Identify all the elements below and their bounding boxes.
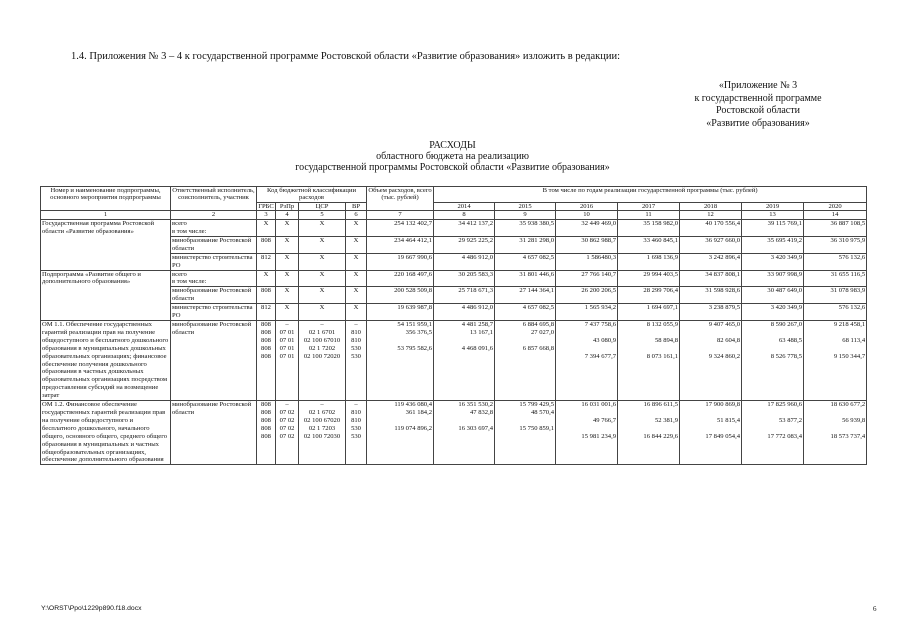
program-name: Государственная программа Ростовской области «Развитие образования»: [41, 220, 171, 270]
rzpr-cell: X: [276, 253, 299, 270]
rzpr-value: 07 01: [279, 329, 295, 336]
table-row: [41, 401, 867, 465]
year-cell: 34 412 137,2: [434, 220, 495, 237]
executor-all: всего: [172, 270, 187, 278]
measure-name: ОМ 1.2. Финансовое обеспечение государственных гарантий реализации прав на получение общедоступного и бесплатного дошкольного, начального общего, основного общего, среднего общего образования в муниципальных и частных общеобразовательных организациях, обеспечение дополнительного образования: [41, 401, 171, 465]
rzpr-value: 07 01: [279, 345, 295, 352]
year-value: [681, 329, 740, 337]
year-value: 52 381,9: [654, 417, 679, 425]
grbs-cell: 808: [257, 287, 276, 304]
vr-value: 530: [351, 425, 361, 433]
csr-value: 02 1 6701: [308, 329, 336, 336]
year-value: 4 481 258,7: [461, 321, 494, 328]
year-value: 68 113,4: [842, 337, 866, 344]
volume-cell: 234 464 412,1: [367, 236, 434, 253]
year-cell: 36 927 660,0: [680, 236, 742, 253]
year-cell: 30 205 583,3: [434, 270, 495, 287]
grbs-value: 808: [261, 409, 271, 417]
year-cell: [556, 401, 618, 465]
year-value: [496, 417, 554, 425]
year-cell: 36 310 975,9: [804, 236, 867, 253]
grbs-cell: 812: [257, 304, 276, 321]
year-cell: [495, 321, 556, 401]
rzpr-cell: [276, 401, 299, 465]
year-value: [805, 345, 865, 353]
year-value: 8 073 161,1: [646, 353, 679, 360]
title-line: государственной программы Ростовской области «Развитие образования»: [295, 162, 610, 174]
header-year: 2019: [742, 202, 804, 210]
grbs-value: 808: [261, 417, 271, 425]
year-cell: 31 281 298,0: [495, 236, 556, 253]
year-value: [619, 425, 678, 433]
column-number: 1: [41, 211, 171, 220]
column-number: 10: [556, 211, 618, 220]
year-cell: 36 887 108,5: [804, 220, 867, 237]
volume-cell: 19 667 990,6: [367, 253, 434, 270]
year-value: 27 027,0: [530, 329, 555, 336]
year-value: [743, 425, 802, 433]
column-number: 8: [434, 211, 495, 220]
year-value: [743, 345, 802, 353]
year-value: 6 884 695,8: [522, 321, 555, 328]
header-year: 2018: [680, 202, 742, 210]
vr-cell: X: [346, 304, 367, 321]
vr-value: 530: [351, 353, 361, 360]
year-cell: 31 801 446,6: [495, 270, 556, 287]
year-value: 15 799 429,5: [519, 401, 555, 409]
column-number: 2: [171, 211, 257, 220]
header-code: Код бюджетной классификации расходов: [257, 187, 367, 203]
year-value: 8 590 267,0: [770, 321, 803, 328]
document-title: [0, 140, 905, 174]
year-cell: 27 766 140,7: [556, 270, 618, 287]
grbs-cell: [257, 321, 276, 401]
vr-value: 810: [351, 329, 361, 336]
year-value: 17 772 083,4: [767, 433, 803, 441]
year-cell: [618, 321, 680, 401]
year-value: [557, 425, 616, 433]
year-cell: 1 565 934,2: [556, 304, 618, 321]
grbs-cell: 808: [257, 236, 276, 253]
executor-cell: минобразование Ростовской области: [171, 321, 257, 401]
header-volume: Объем расходов, всего (тыс. рублей): [367, 187, 434, 211]
rzpr-cell: [276, 321, 299, 401]
year-cell: 30 487 649,0: [742, 287, 804, 304]
executor-cell: минобразование Ростовской области: [171, 401, 257, 465]
year-value: [496, 353, 554, 361]
year-cell: 28 299 706,4: [618, 287, 680, 304]
column-number: 11: [618, 211, 680, 220]
rzpr-cell: X: [276, 304, 299, 321]
year-value: 15 981 234,9: [581, 433, 617, 441]
year-value: 16 303 697,4: [458, 425, 494, 433]
vr-cell: [346, 401, 367, 465]
volume-value: 361 184,2: [405, 409, 433, 417]
year-value: [681, 409, 740, 417]
volume-value: 53 795 582,6: [397, 345, 433, 352]
year-value: 18 630 677,2: [830, 401, 866, 409]
volume-value: 119 436 080,4: [394, 401, 433, 409]
year-value: [619, 409, 678, 417]
csr-value: –: [320, 321, 324, 328]
year-cell: [804, 321, 867, 401]
year-value: 16 031 001,6: [581, 401, 617, 409]
year-cell: [556, 321, 618, 401]
column-number: 5: [299, 211, 346, 220]
year-value: 51 815,4: [716, 417, 741, 425]
grbs-value: 808: [261, 345, 271, 352]
header-year: 2016: [556, 202, 618, 210]
header-year: 2020: [804, 202, 867, 210]
year-value: 82 604,8: [716, 337, 741, 344]
csr-cell: [299, 401, 346, 465]
year-value: [619, 329, 678, 337]
header-name: Номер и наименование подпрограммы, основного мероприятия подпрограммы: [41, 187, 171, 211]
grbs-value: 808: [261, 337, 271, 344]
executor-cell: минобразование Ростовской области: [171, 236, 257, 253]
year-cell: 3 242 896,4: [680, 253, 742, 270]
year-cell: [434, 321, 495, 401]
year-cell: 4 486 912,0: [434, 253, 495, 270]
csr-value: 02 1 6702: [308, 409, 336, 417]
csr-cell: X: [299, 270, 346, 287]
rzpr-cell: X: [276, 220, 299, 237]
year-cell: 33 460 845,1: [618, 236, 680, 253]
year-cell: [495, 401, 556, 465]
appendix-line: «Развитие образования»: [706, 117, 810, 129]
rzpr-value: 07 01: [279, 337, 295, 344]
year-cell: 4 486 912,0: [434, 304, 495, 321]
vr-value: 810: [351, 417, 361, 425]
page-number: 6: [873, 605, 877, 613]
year-cell: 29 925 225,2: [434, 236, 495, 253]
volume-cell: 19 639 987,8: [367, 304, 434, 321]
csr-value: 02 100 67010: [303, 337, 341, 344]
year-value: 47 832,8: [469, 409, 494, 417]
grbs-value: 808: [261, 321, 271, 328]
year-cell: 40 170 556,4: [680, 220, 742, 237]
rzpr-cell: X: [276, 287, 299, 304]
measure-name: ОМ 1.1. Обеспечение государственных гарантий реализации прав на получение общедоступного и бесплатного дошкольного образования в муниципальных дошкольных образовательных организациях; финансовое обеспечение получения дошкольного образования в частных дошкольных образовательных организациях посредством предоставления субсидий на возмещение затрат: [41, 321, 171, 401]
column-number: 6: [346, 211, 367, 220]
table-row: [41, 270, 867, 287]
year-value: 6 857 668,8: [522, 345, 555, 352]
rzpr-cell: X: [276, 270, 299, 287]
year-value: [805, 329, 865, 337]
vr-cell: X: [346, 253, 367, 270]
year-value: [681, 345, 740, 353]
year-cell: [680, 401, 742, 465]
year-cell: 34 837 808,1: [680, 270, 742, 287]
executor-cell: [171, 220, 257, 237]
grbs-value: 808: [261, 433, 271, 441]
year-cell: 25 718 671,3: [434, 287, 495, 304]
year-cell: 33 907 998,9: [742, 270, 804, 287]
year-cell: 32 449 469,0: [556, 220, 618, 237]
year-value: 56 939,8: [842, 417, 866, 425]
volume-cell: 220 168 497,6: [367, 270, 434, 287]
year-value: [805, 409, 865, 417]
header-year: 2015: [495, 202, 556, 210]
appendix-line: к государственной программе: [694, 92, 822, 104]
year-value: 18 573 737,4: [830, 433, 866, 441]
grbs-value: 808: [261, 425, 271, 433]
year-value: 17 900 869,8: [705, 401, 741, 409]
year-value: 7 394 677,7: [584, 353, 617, 360]
rzpr-value: 07 02: [279, 417, 295, 425]
column-number-row: [41, 211, 867, 220]
rzpr-value: 07 02: [279, 409, 295, 417]
volume-value: [368, 433, 432, 441]
header-vr: ВР: [346, 202, 367, 210]
volume-value: [368, 337, 432, 345]
csr-cell: X: [299, 220, 346, 237]
volume-value: 356 376,5: [405, 329, 433, 336]
year-cell: 31 078 983,9: [804, 287, 867, 304]
rzpr-value: 07 02: [279, 425, 295, 433]
year-value: 8 132 055,9: [646, 321, 679, 328]
column-number: 14: [804, 211, 867, 220]
year-cell: 3 420 349,9: [742, 253, 804, 270]
csr-value: –: [320, 401, 324, 409]
vr-value: 530: [351, 345, 361, 352]
year-value: [435, 337, 493, 345]
year-cell: [434, 401, 495, 465]
vr-value: –: [354, 321, 358, 328]
year-cell: 27 144 364,1: [495, 287, 556, 304]
header-year: 2014: [434, 202, 495, 210]
column-number: 3: [257, 211, 276, 220]
column-number: 12: [680, 211, 742, 220]
year-value: [496, 337, 554, 345]
grbs-value: 808: [261, 353, 271, 360]
volume-value: [368, 353, 432, 361]
appendix-line: «Приложение № 3: [718, 80, 798, 91]
vr-cell: [346, 321, 367, 401]
year-value: 17 849 054,4: [705, 433, 741, 441]
expenses-table: [40, 186, 867, 465]
column-number: 4: [276, 211, 299, 220]
subprogram-name: Подпрограмма «Развитие общего и дополнительного образования»: [41, 270, 171, 320]
grbs-cell: X: [257, 270, 276, 287]
year-cell: [618, 401, 680, 465]
year-cell: 4 657 082,5: [495, 304, 556, 321]
year-cell: 35 158 982,0: [618, 220, 680, 237]
year-cell: 3 420 349,9: [742, 304, 804, 321]
year-cell: 1 698 136,9: [618, 253, 680, 270]
year-value: [805, 425, 865, 433]
header-executor: Ответственный исполнитель, соисполнитель, участник: [171, 187, 257, 211]
year-value: 15 750 859,1: [519, 425, 555, 433]
year-value: [557, 329, 616, 337]
year-cell: 1 586480,3: [556, 253, 618, 270]
csr-cell: [299, 321, 346, 401]
csr-cell: X: [299, 304, 346, 321]
header-row: [41, 187, 867, 203]
title-line: областного бюджета на реализацию: [376, 151, 529, 163]
year-cell: 39 115 769,1: [742, 220, 804, 237]
year-cell: 31 598 928,6: [680, 287, 742, 304]
year-cell: 576 132,6: [804, 304, 867, 321]
rzpr-value: 07 02: [279, 433, 295, 441]
year-cell: 4 657 082,5: [495, 253, 556, 270]
footer-file-path: Y:\ORST\Ppo\1229p890.f18.docx: [41, 605, 142, 612]
table-row: [41, 220, 867, 237]
header-csr: ЦСР: [299, 202, 346, 210]
executor-cell: минобразование Ростовской области: [171, 287, 257, 304]
year-value: [557, 409, 616, 417]
year-value: 17 825 960,6: [767, 401, 803, 409]
title-line: РАСХОДЫ: [429, 140, 476, 151]
year-cell: 31 655 116,5: [804, 270, 867, 287]
year-cell: [742, 401, 804, 465]
year-value: [743, 329, 802, 337]
header-grbs: ГРБС: [258, 202, 274, 210]
year-cell: 29 994 403,5: [618, 270, 680, 287]
rzpr-value: –: [285, 321, 289, 328]
year-value: 16 844 229,6: [643, 433, 679, 441]
csr-value: 02 100 72020: [303, 353, 341, 360]
grbs-cell: [257, 401, 276, 465]
csr-value: 02 1 7202: [308, 345, 336, 352]
vr-value: 530: [351, 433, 361, 441]
column-number: 9: [495, 211, 556, 220]
year-value: 16 896 611,5: [643, 401, 679, 409]
executor-cell: министерство строительства РО: [171, 304, 257, 321]
year-value: [435, 433, 493, 441]
volume-value: [368, 417, 432, 425]
year-cell: [804, 401, 867, 465]
appendix-header: [663, 80, 853, 130]
csr-value: 02 100 72030: [303, 433, 341, 441]
vr-value: 810: [351, 409, 361, 417]
volume-cell: 254 132 402,7: [367, 220, 434, 237]
year-value: [496, 433, 554, 441]
year-cell: 30 862 988,7: [556, 236, 618, 253]
csr-value: 02 1 7203: [308, 425, 336, 433]
rzpr-value: 07 01: [279, 353, 295, 360]
executor-incl: в том числе:: [172, 278, 207, 286]
grbs-cell: 812: [257, 253, 276, 270]
header-years-group: В том числе по годам реализации государственной программы (тыс. рублей): [434, 187, 867, 203]
year-cell: 35 938 380,5: [495, 220, 556, 237]
year-value: 9 324 860,2: [708, 353, 741, 360]
header-rzpr: РзПр: [276, 202, 299, 210]
appendix-line: Ростовской области: [716, 105, 800, 117]
year-value: 48 570,4: [530, 409, 555, 417]
grbs-value: 808: [261, 329, 271, 336]
year-cell: [680, 321, 742, 401]
year-value: [619, 345, 678, 353]
year-value: [743, 409, 802, 417]
year-value: 58 894,8: [654, 337, 679, 344]
volume-cell: [367, 401, 434, 465]
year-value: 9 407 465,0: [708, 321, 741, 328]
executor-all: всего: [172, 220, 187, 228]
csr-value: 02 100 67020: [303, 417, 341, 425]
volume-cell: [367, 321, 434, 401]
header-year: 2017: [618, 202, 680, 210]
grbs-cell: X: [257, 220, 276, 237]
intro-text: 1.4. Приложения № 3 – 4 к государственной программе Ростовской области «Развитие образования» изложить в редакции:: [71, 51, 621, 62]
year-cell: 1 694 697,1: [618, 304, 680, 321]
year-value: 9 218 458,1: [833, 321, 866, 328]
year-cell: 576 132,6: [804, 253, 867, 270]
year-value: 4 468 091,6: [461, 345, 494, 352]
year-value: 7 437 758,6: [584, 321, 617, 328]
vr-value: –: [354, 401, 358, 409]
executor-cell: [171, 270, 257, 287]
year-cell: 35 695 419,2: [742, 236, 804, 253]
rzpr-cell: X: [276, 236, 299, 253]
year-value: [435, 417, 493, 425]
vr-cell: X: [346, 220, 367, 237]
volume-value: 54 151 959,1: [397, 321, 433, 328]
grbs-value: 808: [261, 401, 271, 409]
csr-cell: X: [299, 236, 346, 253]
year-value: [435, 353, 493, 361]
year-value: 16 351 530,2: [458, 401, 494, 409]
executor-incl: в том числе:: [172, 228, 207, 236]
column-number: 13: [742, 211, 804, 220]
vr-cell: X: [346, 236, 367, 253]
year-value: 53 877,2: [778, 417, 803, 425]
volume-cell: 200 528 509,8: [367, 287, 434, 304]
year-value: 43 080,9: [592, 337, 617, 344]
column-number: 7: [367, 211, 434, 220]
year-value: 8 526 778,5: [770, 353, 803, 360]
executor-cell: министерство строительства РО: [171, 253, 257, 270]
year-value: 49 766,7: [592, 417, 617, 425]
year-cell: 3 238 879,5: [680, 304, 742, 321]
table-row: [41, 321, 867, 401]
year-value: [681, 425, 740, 433]
year-cell: 26 200 206,5: [556, 287, 618, 304]
volume-value: 119 074 896,2: [394, 425, 433, 433]
vr-cell: X: [346, 287, 367, 304]
year-value: 63 488,5: [778, 337, 803, 344]
csr-cell: X: [299, 253, 346, 270]
year-value: [557, 345, 616, 353]
rzpr-value: –: [285, 401, 289, 409]
vr-value: 810: [351, 337, 361, 344]
vr-cell: X: [346, 270, 367, 287]
year-cell: [742, 321, 804, 401]
year-value: 9 150 344,7: [833, 353, 866, 360]
year-value: 13 167,1: [469, 329, 494, 336]
csr-cell: X: [299, 287, 346, 304]
